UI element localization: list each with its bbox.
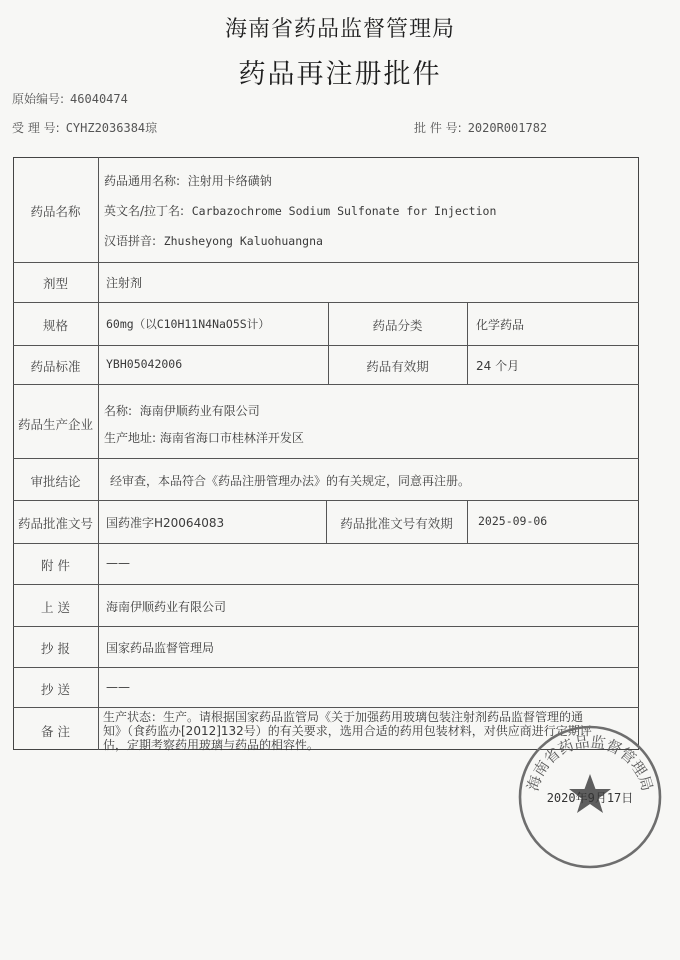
cc-send-label: 抄 送: [41, 682, 70, 697]
dosage-form-label: 剂型: [42, 276, 68, 291]
dosage-form-value: 注射剂: [106, 276, 143, 290]
drug-category-label: 药品分类: [372, 318, 423, 333]
approval-validity-value: 2025-09-06: [478, 514, 548, 528]
drug-standard-label: 药品标准: [30, 359, 81, 374]
validity-period-label: 药品有效期: [366, 359, 429, 374]
attachment-value: ——: [106, 556, 130, 570]
cc-report-label: 抄 报: [41, 641, 70, 656]
row-divider: [13, 707, 639, 708]
official-seal: [515, 722, 665, 872]
acceptance-number: 受 理 号: CYHZ2036384琼: [12, 121, 158, 135]
row-divider: [13, 302, 639, 303]
row-divider: [13, 543, 639, 544]
approval-number-value: 国药准字H20064083: [106, 516, 225, 530]
drug-category-value: 化学药品: [476, 318, 525, 332]
column-divider: [467, 302, 468, 384]
attachment-label: 附 件: [41, 558, 70, 573]
specification-label: 规格: [42, 318, 68, 333]
pinyin-name: 汉语拼音: Zhusheyong Kaluohuangna: [104, 234, 323, 248]
cc-report-value: 国家药品监督管理局: [106, 641, 215, 655]
remarks-label: 备 注: [41, 724, 70, 739]
approval-number-label: 药品批准文号: [17, 516, 93, 531]
specification-value: 60mg（以C10H11N4NaO5S计）: [106, 317, 270, 331]
original-number: 原始编号: 46040474: [12, 92, 128, 106]
approval-validity-label: 药品批准文号有效期: [340, 516, 453, 531]
row-divider: [13, 262, 639, 263]
conclusion-value: 经审查，本品符合《药品注册管理办法》的有关规定，同意再注册。: [110, 474, 471, 488]
report-to-label: 上 送: [41, 600, 70, 615]
cc-send-value: ——: [106, 680, 130, 694]
seal-arc-text: 海南省药品监督管理局: [523, 732, 657, 794]
label-column-divider: [98, 157, 99, 750]
generic-name: 药品通用名称: 注射用卡络磺钠: [104, 174, 272, 188]
approval-number-header: 批 件 号: 2020R001782: [414, 121, 548, 135]
validity-period-value: 24 个月: [476, 359, 520, 373]
manufacturer-name: 名称: 海南伊顺药业有限公司: [104, 404, 260, 418]
drug-standard-value: YBH05042006: [106, 357, 183, 371]
manufacturer-label: 药品生产企业: [17, 417, 93, 432]
row-divider: [13, 584, 639, 585]
seal-date: 2020年9月17日: [546, 791, 634, 805]
report-to-value: 海南伊顺药业有限公司: [106, 600, 227, 614]
remarks-text: 生产状态：生产。请根据国家药品监管局《关于加强药用玻璃包装注射剂药品监督管理的通 知》（食药监办[2012]132号）的有关要求，选用合适的药用包装材料，对供应商进行定期评 估，定期考察药用玻璃与药品的相容性。: [103, 710, 592, 752]
row-divider: [13, 458, 639, 459]
column-divider: [467, 500, 468, 543]
english-name: 英文名/拉丁名: Carbazochrome Sodium Sulfonate for Injection: [104, 204, 497, 218]
manufacturer-address: 生产地址: 海南省海口市桂林洋开发区: [104, 431, 304, 445]
row-divider: [13, 626, 639, 627]
row-divider: [13, 384, 639, 385]
document-title: 药品再注册批件: [238, 59, 442, 90]
conclusion-label: 审批结论: [30, 474, 81, 489]
row-divider: [13, 345, 639, 346]
row-divider: [13, 667, 639, 668]
issuing-authority: 海南省药品监督管理局: [224, 17, 455, 42]
drug-name-label: 药品名称: [30, 204, 81, 219]
